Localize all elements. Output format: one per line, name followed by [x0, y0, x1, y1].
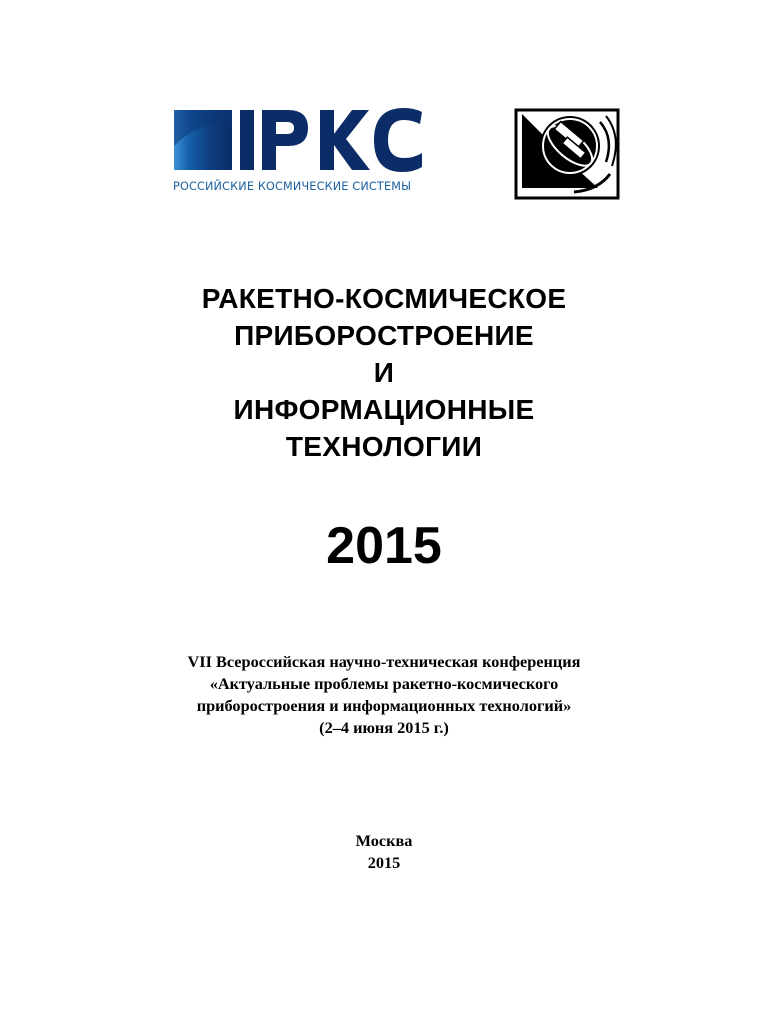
conference-dates: (2–4 июня 2015 г.) [319, 718, 449, 737]
title-line-2: ПРИБОРОСТРОЕНИЕ [234, 320, 534, 351]
title-line-5: ТЕХНОЛОГИИ [285, 431, 483, 462]
conference-line-3: приборостроения и информационных технологий» [196, 696, 572, 715]
title-line-1: РАКЕТНО-КОСМИЧЕСКОЕ [201, 283, 567, 314]
imprint-year: 2015 [367, 853, 401, 872]
rks-tagline: РОССИЙСКИЕ КОСМИЧЕСКИЕ СИСТЕМЫ [173, 180, 412, 193]
imprint [84, 830, 684, 874]
title-line-3: И [373, 357, 395, 388]
page-title [84, 280, 684, 465]
imprint-city: Москва [355, 831, 413, 850]
conference-description [84, 651, 684, 739]
conference-line-2: «Актуальные проблемы ракетно-космического [209, 674, 559, 693]
title-line-4: ИНФОРМАЦИОННЫЕ [233, 394, 535, 425]
title-year: 2015 [326, 517, 442, 575]
rks-logo [172, 106, 464, 198]
conference-line-1: VII Всероссийская научно-техническая конференция [187, 652, 581, 671]
satellite-emblem-icon [514, 108, 620, 200]
